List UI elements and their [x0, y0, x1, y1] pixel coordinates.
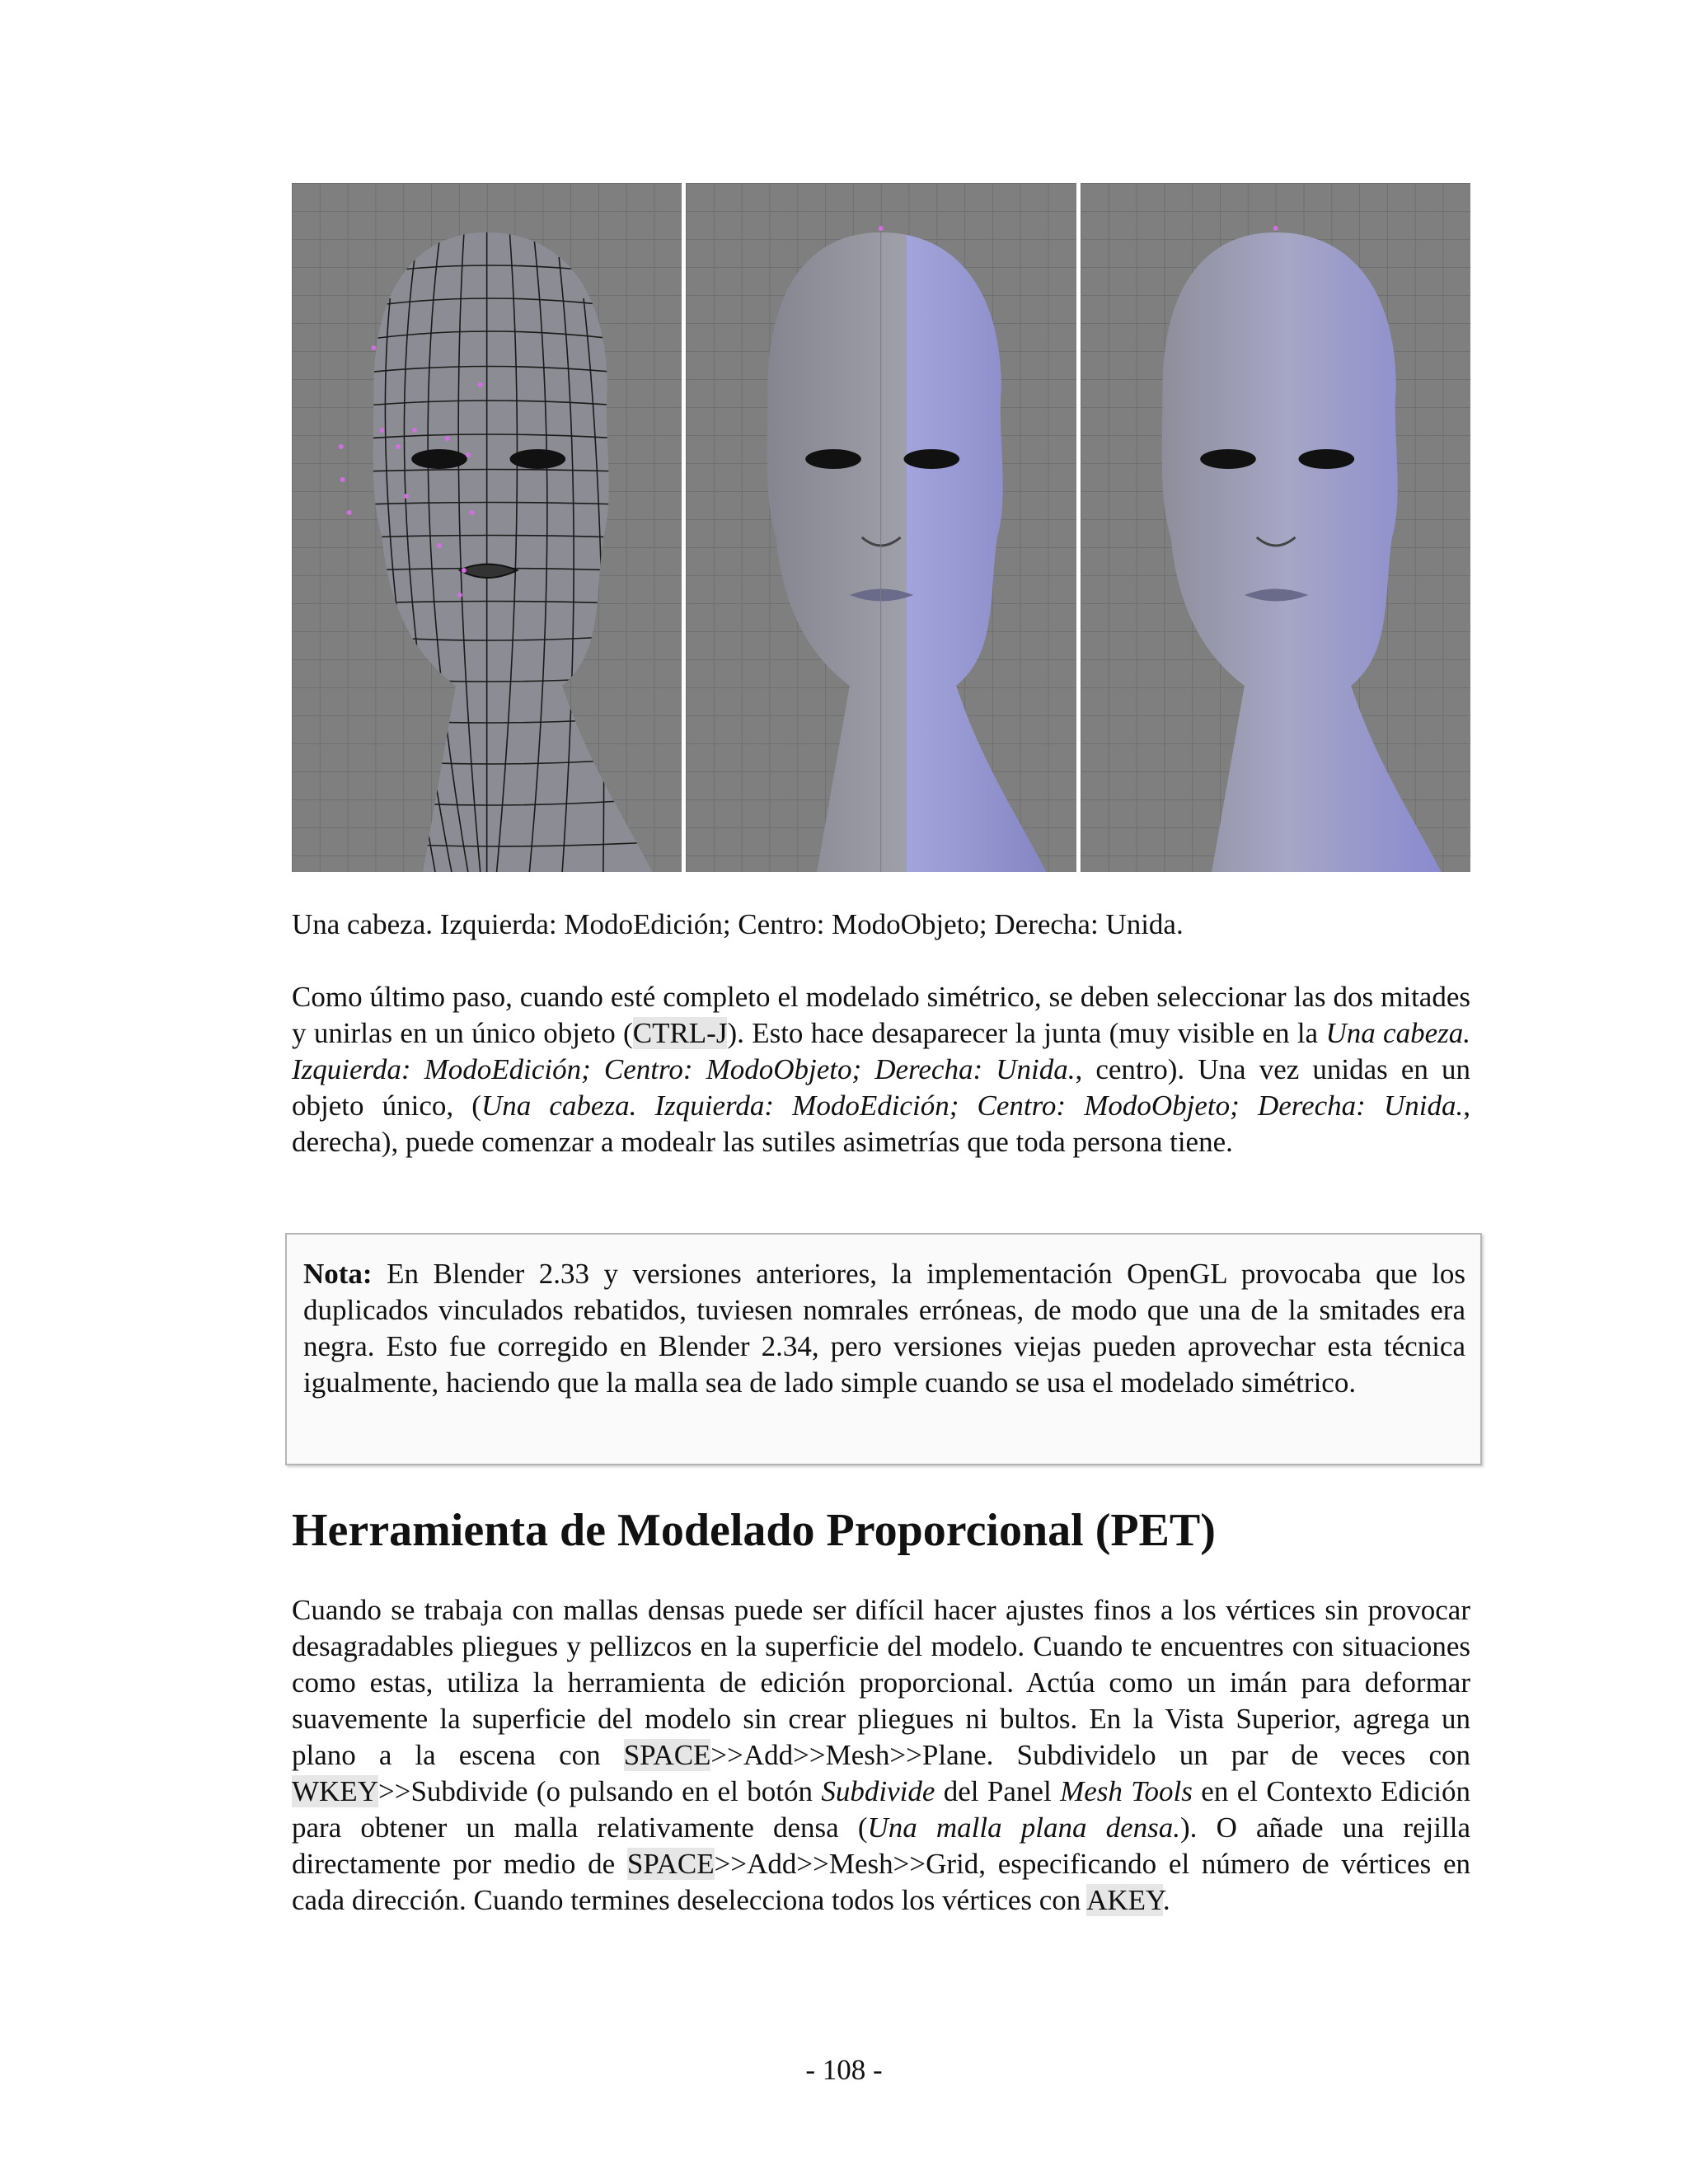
paragraph-pet: Cuando se trabaja con mallas densas puede ser difícil hacer ajustes finos a los vértices sin provocar desagradables pliegues y pellizcos en la superficie del modelo. Cuando te encuentres con situaciones como estas, utiliza la herramienta de edición proporcional. Actúa como un imán para deformar suavemente la superficie del modelo sin crear pliegues ni bultos. En la Vista Superior, agrega un plano a la escena con SPACE>>Add>>Mesh>>Plane. Subdividelo un par de veces con WKEY>>Subdivide (o pulsando en el botón Subdivide del Panel Mesh Tools en el Contexto Edición para obtener un malla relativamente densa (Una malla plana densa.). O añade una rejilla directamente por medio de SPACE>>Add>>Mesh>>Grid, especificando el número de vértices en cada dirección. Cuando termines deselecciona todos los vértices con AKEY. [292, 1594, 1470, 1916]
key-space: SPACE [626, 1848, 715, 1880]
note-text: Nota: En Blender 2.33 y versiones anteriores, la implementación OpenGL provocaba que los duplicados vinculados rebatidos, tuviesen nomrales erróneas, de modo que una de la smitades era negra. Esto fue corregido en Blender 2.34, pero versiones viejas pueden aprovechar esta técnica igualmente, haciendo que la malla sea de lado simple cuando se usa el modelado simétrico. [303, 1258, 1465, 1399]
right-panel-joined [1081, 183, 1470, 872]
head-figure [292, 183, 1470, 872]
wireframe-head-image [292, 183, 682, 872]
figure-caption: Una cabeza. Izquierda: ModoEdición; Centro: ModoObjeto; Derecha: Unida. [292, 908, 1184, 940]
note-box [285, 1233, 1482, 1465]
paragraph-join-halves: Como último paso, cuando esté completo el modelado simétrico, se deben seleccionar las dos mitades y unirlas en un único objeto (CTRL-J). Esto hace desaparecer la junta (muy visible en la Una cabeza. Izquierda: ModoEdición; Centro: ModoObjeto; Derecha: Unida., centro). Una vez unidas en un objeto único, (Una cabeza. Izquierda: ModoEdición; Centro: ModoObjeto; Derecha: Unida., derecha), puede comenzar a modealr las sutiles asimetrías que toda persona tiene. [292, 981, 1470, 1158]
subdivide-button-name: Subdivide [821, 1775, 935, 1807]
key-wkey: WKEY [292, 1775, 378, 1807]
note-label: Nota: [303, 1258, 373, 1290]
figure-reference[interactable]: Una cabeza. Izquierda: ModoEdición; Centro: ModoObjeto; Derecha: Unida. [481, 1090, 1464, 1122]
mesh-tools-panel-name: Mesh Tools [1060, 1775, 1193, 1807]
center-panel-object-mode [686, 183, 1076, 872]
shaded-head-joined-image [1081, 183, 1470, 872]
page-number: - 108 - [805, 2054, 883, 2086]
figure-reference[interactable]: Una cabeza. Izquierda: ModoEdición; Centro: ModoObjeto; Derecha: Unida. [292, 1017, 1470, 1085]
key-akey: AKEY [1086, 1884, 1163, 1916]
section-heading: Herramienta de Modelado Proporcional (PET) [292, 1505, 1216, 1556]
key-space: SPACE [623, 1739, 711, 1771]
figure-reference[interactable]: Una malla plana densa. [867, 1811, 1181, 1844]
left-panel-edit-mode [292, 183, 682, 872]
shaded-head-seam-image [686, 183, 1076, 872]
key-ctrl-j: CTRL-J [632, 1017, 728, 1049]
